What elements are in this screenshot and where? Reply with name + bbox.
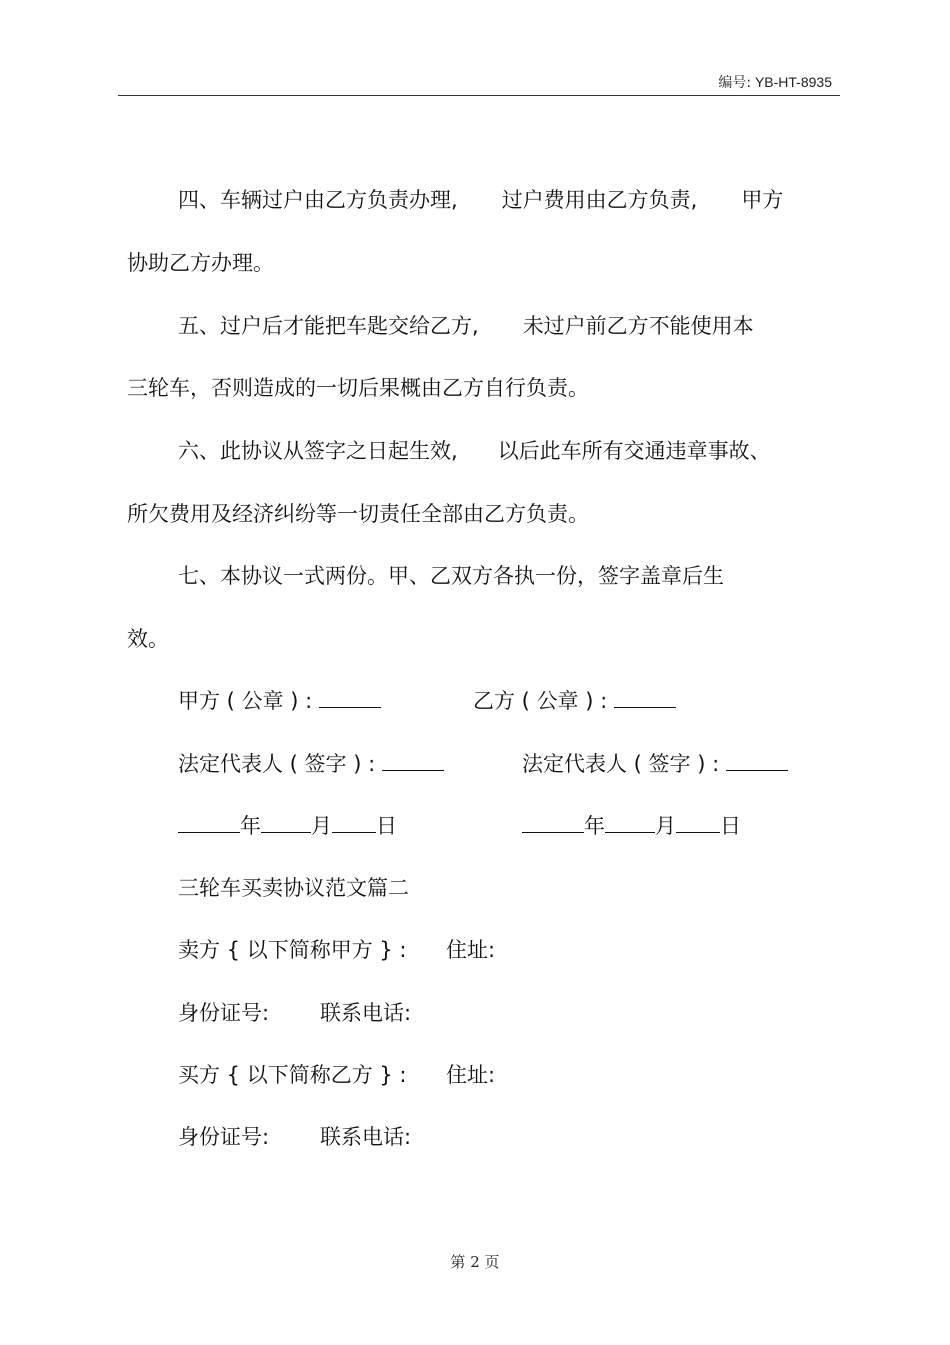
party-b-seal-label: 乙方 ( 公章 ) : — [473, 689, 608, 713]
date-b-line — [522, 812, 741, 840]
party-b-seal-line — [473, 687, 676, 715]
page-footer — [0, 1251, 950, 1272]
date-b-day-blank — [676, 812, 720, 833]
clause-7-line-2: 效。 — [127, 627, 169, 651]
rep-b-line — [522, 750, 788, 778]
clause-6-line-2: 所欠费用及经济纠纷等一切责任全部由乙方负责。 — [127, 502, 589, 526]
clause-6-line-1 — [178, 437, 771, 465]
party-b-seal-blank — [614, 687, 676, 708]
clause-5-part-1: 五、过户后才能把车匙交给乙方, — [178, 314, 479, 338]
clause-4-line-2: 协助乙方办理。 — [127, 251, 274, 275]
rep-a-blank — [382, 750, 444, 771]
date-b-day-label: 日 — [720, 814, 741, 838]
date-a-day-label: 日 — [376, 814, 397, 838]
date-a-year-label: 年 — [240, 814, 261, 838]
page-prefix: 第 — [450, 1253, 466, 1271]
header-divider — [118, 95, 840, 96]
buyer-address-label: 住址: — [446, 1063, 496, 1087]
seller-label: 卖方 { 以下简称甲方 } : — [178, 938, 407, 962]
clause-5-line-2: 三轮车，否则造成的一切后果概由乙方自行负责。 — [127, 376, 589, 400]
date-a-day-blank — [332, 812, 376, 833]
date-a-month-label: 月 — [311, 814, 332, 838]
clause-4-line-1 — [178, 186, 783, 214]
section-2-title: 三轮车买卖协议范文篇二 — [178, 876, 409, 900]
seller-phone-label: 联系电话: — [320, 1001, 412, 1025]
party-a-seal-blank — [319, 687, 381, 708]
buyer-label: 买方 { 以下简称乙方 } : — [178, 1063, 407, 1087]
party-a-seal-label: 甲方 ( 公章 ) : — [178, 689, 313, 713]
page-suffix: 页 — [484, 1253, 500, 1271]
clause-6-part-1: 六、此协议从签字之日起生效, — [178, 439, 458, 463]
clause-5-line-1 — [178, 312, 754, 340]
seller-id-label: 身份证号: — [178, 1001, 270, 1025]
date-a-month-blank — [261, 812, 311, 833]
clause-4-part-2: 过户费用由乙方负责, — [501, 188, 698, 212]
date-b-month-label: 月 — [655, 814, 676, 838]
buyer-phone-label: 联系电话: — [320, 1125, 412, 1149]
page-number: 2 — [470, 1253, 480, 1271]
date-b-year-blank — [522, 812, 584, 833]
rep-a-label: 法定代表人 ( 签字 ) : — [178, 752, 376, 776]
clause-4-part-1: 四、车辆过户由乙方负责办理, — [178, 188, 458, 212]
document-code-value: YB-HT-8935 — [754, 74, 832, 90]
rep-b-label: 法定代表人 ( 签字 ) : — [522, 752, 720, 776]
clause-6-part-2: 以后此车所有交通违章事故、 — [497, 439, 771, 463]
clause-7-line-1: 七、本协议一式两份。甲、乙双方各执一份，签字盖章后生 — [178, 564, 724, 588]
document-code-label: 编号: — [718, 75, 752, 91]
date-b-year-label: 年 — [584, 814, 605, 838]
date-a-line — [178, 812, 397, 840]
date-a-year-blank — [178, 812, 240, 833]
clause-4-part-3: 甲方 — [741, 188, 784, 212]
seller-address-label: 住址: — [446, 938, 496, 962]
rep-a-line — [178, 750, 444, 778]
clause-5-part-2: 未过户前乙方不能使用本 — [522, 314, 754, 338]
document-code — [718, 72, 832, 92]
party-a-seal-line — [178, 687, 381, 715]
buyer-id-label: 身份证号: — [178, 1125, 270, 1149]
date-b-month-blank — [605, 812, 655, 833]
rep-b-blank — [726, 750, 788, 771]
